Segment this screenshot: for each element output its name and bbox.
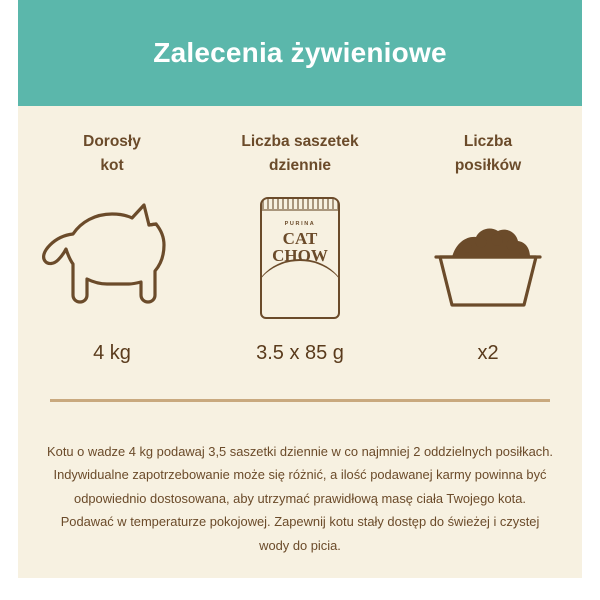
column-adult-cat — [18, 130, 206, 365]
right-margin — [582, 0, 600, 600]
header-band — [0, 0, 600, 106]
feeding-columns — [18, 130, 582, 365]
pouch-icon — [260, 197, 340, 319]
column-title-line1: Dorosły — [83, 133, 141, 150]
column-value-meals: x2 — [477, 342, 499, 364]
pouch-curve-decoration — [260, 259, 340, 303]
pouch-brand-label: PURINA — [284, 221, 316, 227]
column-art-pouch — [260, 188, 340, 328]
pouch-logo-line1: CAT — [282, 229, 318, 248]
column-pouches-per-day — [206, 130, 394, 365]
column-meals — [394, 130, 582, 365]
column-title-line1: Liczba — [463, 133, 513, 150]
pouch-logo-line2: CHOW — [272, 246, 328, 266]
column-title-line2: kot — [100, 157, 124, 175]
feeding-instructions-text: Kotu o wadze 4 kg podawaj 3,5 saszetki dziennie w co najmniej 2 oddzielnych posiłkach. Indywidualne zapotrzebowanie może się różnić, a ilość podawanej karmy powinna być odpowiednio dostosowana, aby utrzymać prawidłową masę ciała Twojego kota. Podawać w temperaturze pokojowej. Zapewnij kotu stały dostęp do świeżej i czystej wody do picia. — [47, 444, 553, 553]
pouch-seal — [262, 199, 338, 211]
column-title-meals — [455, 130, 521, 182]
column-value-adult-cat: 4 kg — [93, 342, 131, 364]
section-divider — [50, 399, 550, 402]
column-title-adult-cat — [83, 130, 141, 182]
column-title-line2: posiłków — [454, 157, 522, 175]
page-title: Zalecenia żywieniowe — [153, 37, 447, 68]
column-art-bowl — [413, 188, 563, 328]
column-value-pouches: 3.5 x 85 g — [256, 342, 344, 364]
column-title-pouches — [241, 130, 358, 182]
left-margin — [0, 0, 18, 600]
bottom-margin — [0, 578, 600, 600]
column-title-line2: dziennie — [268, 157, 331, 175]
column-title-line1: Liczba saszetek — [241, 133, 359, 150]
cat-icon — [37, 191, 187, 326]
food-bowl-icon — [418, 217, 558, 318]
column-art-adult-cat — [37, 188, 187, 328]
